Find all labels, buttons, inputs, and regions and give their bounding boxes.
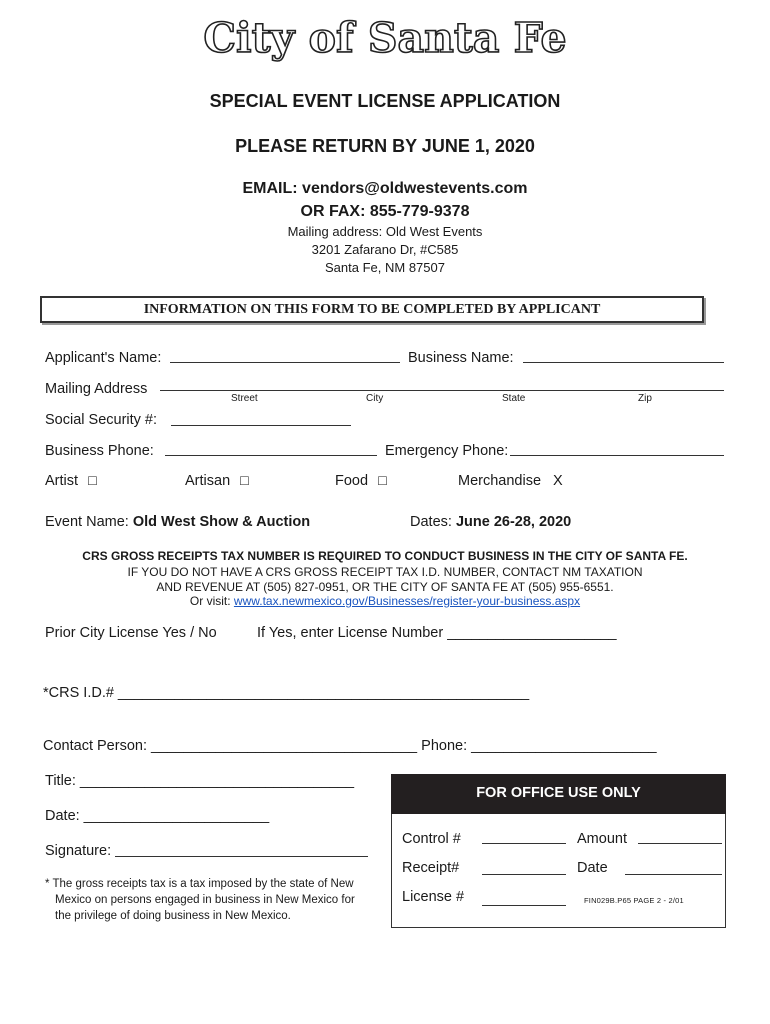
- mailing-line-1: Mailing address: Old West Events: [287, 224, 483, 239]
- crs-notice-line-3: AND REVENUE AT (505) 827-0951, OR THE CITY OF SANTA FE AT (505) 955-6551.: [156, 580, 614, 594]
- artisan-label: Artisan □: [185, 473, 249, 489]
- merchandise-checkbox[interactable]: X: [553, 473, 563, 489]
- merchandise-label: Merchandise X: [458, 473, 563, 489]
- office-date-label: Date: [577, 860, 608, 876]
- footnote-line-1: * The gross receipts tax is a tax imposed by the state of New: [45, 878, 354, 890]
- mailing-address-label: Mailing Address: [45, 381, 148, 397]
- city-logo: City of Santa Fe: [203, 14, 567, 62]
- license-field[interactable]: [482, 905, 566, 906]
- license-number-field[interactable]: If Yes, enter License Number _____________________: [257, 625, 617, 641]
- license-label: License #: [402, 889, 465, 905]
- city-caption: City: [366, 393, 384, 404]
- event-name: Event Name: Old West Show & Auction: [45, 514, 311, 530]
- crs-notice-line-2: IF YOU DO NOT HAVE A CRS GROSS RECEIPT TAX I.D. NUMBER, CONTACT NM TAXATION: [127, 565, 643, 579]
- tax-registration-link[interactable]: www.tax.newmexico.gov/Businesses/register-your-business.aspx: [233, 594, 581, 608]
- zip-caption: Zip: [638, 393, 652, 404]
- crs-notice-line-1: CRS GROSS RECEIPTS TAX NUMBER IS REQUIRED TO CONDUCT BUSINESS IN THE CITY OF SANTA FE.: [82, 549, 688, 563]
- crs-id-field[interactable]: *CRS I.D.# ___________________________________________________: [43, 685, 530, 701]
- business-phone-field[interactable]: [165, 455, 377, 456]
- event-dates-value: June 26-28, 2020: [455, 514, 572, 530]
- street-caption: Street: [231, 393, 258, 404]
- emergency-phone-field[interactable]: [510, 455, 724, 456]
- event-name-value: Old West Show & Auction: [132, 514, 311, 530]
- artisan-checkbox[interactable]: □: [240, 473, 249, 489]
- amount-label: Amount: [577, 831, 627, 847]
- form-title: SPECIAL EVENT LICENSE APPLICATION: [209, 91, 561, 111]
- email-line: EMAIL: vendors@oldwestevents.com: [242, 180, 528, 197]
- mailing-address-field[interactable]: [160, 390, 724, 391]
- event-dates: Dates: June 26-28, 2020: [410, 514, 572, 530]
- business-name-label: Business Name:: [408, 350, 514, 366]
- artist-checkbox[interactable]: □: [88, 473, 97, 489]
- contact-person-field[interactable]: Contact Person: _________________________________ Phone: _______________________: [43, 738, 657, 754]
- return-by: PLEASE RETURN BY JUNE 1, 2020: [235, 136, 535, 156]
- footnote-line-2: Mexico on persons engaged in business in New Mexico for: [55, 894, 355, 906]
- applicant-name-label: Applicant's Name:: [45, 350, 162, 366]
- artist-label: Artist □: [45, 473, 97, 489]
- signature-label: Signature:: [45, 843, 112, 859]
- mailing-line-3: Santa Fe, NM 87507: [325, 260, 445, 275]
- office-use-header: FOR OFFICE USE ONLY: [391, 774, 726, 814]
- date-field[interactable]: Date: _______________________: [45, 808, 270, 824]
- ssn-field[interactable]: [171, 425, 351, 426]
- prior-license: Prior City License Yes / No: [45, 625, 217, 641]
- receipt-field[interactable]: [482, 874, 566, 875]
- emergency-phone-label: Emergency Phone:: [385, 443, 509, 459]
- office-date-field[interactable]: [625, 874, 722, 875]
- control-label: Control #: [402, 831, 461, 847]
- control-field[interactable]: [482, 843, 566, 844]
- fax-line: OR FAX: 855-779-9378: [300, 203, 470, 220]
- info-box: INFORMATION ON THIS FORM TO BE COMPLETED BY APPLICANT: [40, 296, 704, 323]
- state-caption: State: [502, 393, 526, 404]
- form-code: FIN029B.P65 PAGE 2 - 2/01: [584, 896, 684, 905]
- business-phone-label: Business Phone:: [45, 443, 154, 459]
- food-label: Food □: [335, 473, 387, 489]
- business-name-field[interactable]: [523, 362, 724, 363]
- mailing-line-2: 3201 Zafarano Dr, #C585: [311, 242, 459, 257]
- food-checkbox[interactable]: □: [378, 473, 387, 489]
- signature-field[interactable]: [115, 856, 368, 857]
- applicant-name-field[interactable]: [170, 362, 400, 363]
- receipt-label: Receipt#: [402, 860, 460, 876]
- crs-notice-visit: Or visit: www.tax.newmexico.gov/Businesses/register-your-business.aspx: [189, 594, 581, 608]
- ssn-label: Social Security #:: [45, 412, 158, 428]
- amount-field[interactable]: [638, 843, 722, 844]
- footnote-line-3: the privilege of doing business in New Mexico.: [55, 910, 291, 922]
- title-field[interactable]: Title: __________________________________: [45, 773, 355, 789]
